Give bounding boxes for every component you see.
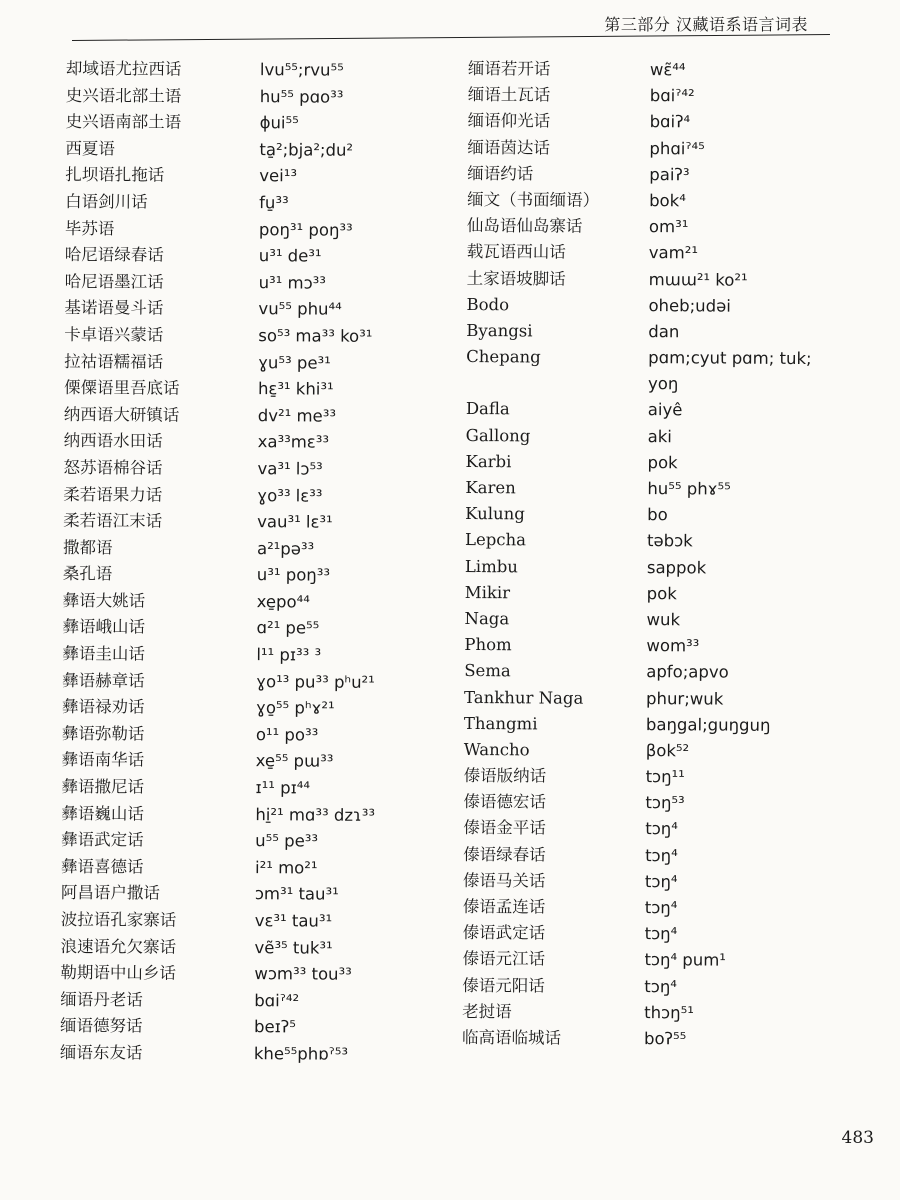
word-form: tɔŋ⁴ xyxy=(644,976,677,996)
word-form: təbɔk xyxy=(646,531,693,551)
left-column xyxy=(60,56,456,1069)
entry-row xyxy=(464,606,864,635)
entry-row xyxy=(464,632,864,661)
entry-row xyxy=(468,56,868,85)
entry-row xyxy=(63,535,453,564)
language-name: 傣语元江话 xyxy=(462,949,546,969)
language-name: 土家语坡脚话 xyxy=(466,268,566,289)
language-name: 缅语东友话 xyxy=(59,1042,143,1063)
word-form: hu⁵⁵ pɑo³³ xyxy=(259,86,344,107)
entry-row xyxy=(64,375,454,404)
language-name: 彝语巍山话 xyxy=(61,803,144,824)
language-name: 柔若语果力话 xyxy=(63,484,163,505)
language-name: 柔若语江末话 xyxy=(63,511,163,531)
word-form: mɯɯ²¹ ko²¹ xyxy=(648,269,748,290)
word-form: om³¹ xyxy=(648,217,689,237)
entry-row xyxy=(467,187,867,216)
entry-row xyxy=(63,561,453,590)
entry-row xyxy=(464,711,864,740)
entry-row xyxy=(467,265,867,294)
language-name: 彝语弥勒话 xyxy=(61,723,145,744)
word-form: pok xyxy=(647,452,678,473)
entry-row xyxy=(462,946,862,975)
language-name: 傈僳语里吾底话 xyxy=(63,378,180,398)
entry-row xyxy=(464,684,864,713)
language-name: Chepang xyxy=(466,347,541,367)
word-form: apfo;apvo xyxy=(646,662,729,682)
language-name: Kulung xyxy=(465,504,525,524)
entry-row xyxy=(64,349,454,378)
word-form: ɣo³³ lɛ³³ xyxy=(257,485,323,506)
word-form: hu⁵⁵ phɤ⁵⁵ xyxy=(647,479,731,499)
language-name: 仙岛语仙岛寨话 xyxy=(466,216,583,236)
word-form: aki xyxy=(647,426,673,446)
language-name: 纳西语大研镇话 xyxy=(63,404,180,425)
word-form: so⁵³ ma³³ ko³¹ xyxy=(258,326,373,346)
entry-row xyxy=(63,588,453,617)
word-form: u³¹ poŋ³³ xyxy=(256,565,331,585)
language-name: Dafla xyxy=(465,399,510,419)
language-name: 傣语金平话 xyxy=(463,818,546,838)
word-form: bɑiʔ⁴ xyxy=(649,112,691,132)
language-name: 哈尼语绿春话 xyxy=(64,245,164,265)
entry-row xyxy=(464,737,864,766)
word-form: yoŋ xyxy=(647,374,679,394)
entry-row xyxy=(62,641,452,670)
word-form: vu⁵⁵ phu⁴⁴ xyxy=(258,299,342,320)
language-name: Limbu xyxy=(464,556,519,576)
language-name: Lepcha xyxy=(464,530,527,550)
entry-row xyxy=(466,318,866,347)
entry-row xyxy=(65,189,455,218)
word-form: βok⁵² xyxy=(645,740,690,761)
word-form: ɣu⁵³ pe³¹ xyxy=(258,352,331,373)
language-name: 老挝语 xyxy=(462,1001,512,1022)
entry-row xyxy=(463,920,863,949)
entry-row xyxy=(62,747,452,776)
entry-row xyxy=(65,162,455,191)
entry-row xyxy=(464,658,864,687)
language-name: 缅语若开话 xyxy=(467,58,551,79)
entry-row xyxy=(465,554,865,583)
word-form: ɸui⁵⁵ xyxy=(259,113,299,133)
language-name: 缅语土瓦话 xyxy=(467,85,551,105)
entry-row xyxy=(61,801,451,830)
language-name: 勒期语中山乡话 xyxy=(60,963,176,983)
language-name: 傣语版纳话 xyxy=(463,766,547,786)
word-form: dv²¹ me³³ xyxy=(257,405,337,426)
language-name: 傣语武定话 xyxy=(462,923,546,943)
language-name: 阿昌语户撒话 xyxy=(60,883,160,903)
language-name: 缅语约话 xyxy=(467,163,534,184)
language-name: 波拉语孔家寨话 xyxy=(60,909,177,930)
word-form: aiyê xyxy=(647,400,683,420)
entry-row xyxy=(64,322,454,351)
header-rule xyxy=(72,34,830,41)
word-form: wɛ̃⁴⁴ xyxy=(649,60,686,80)
language-name: 缅语茵达话 xyxy=(467,137,551,158)
entry-row xyxy=(468,82,868,111)
word-form: tɔŋ⁴ pum¹ xyxy=(644,950,727,970)
word-form: u³¹ mɔ³³ xyxy=(258,272,326,293)
word-form: u³¹ de³¹ xyxy=(258,246,322,266)
word-form: pɑm;cyut pɑm; tuk; xyxy=(648,348,812,369)
entry-row xyxy=(465,475,865,504)
word-form: phur;wuk xyxy=(646,688,724,709)
entry-row xyxy=(61,907,451,936)
word-form: wom³³ xyxy=(646,636,700,656)
language-name: 彝语武定话 xyxy=(61,830,144,850)
entry-row xyxy=(60,987,450,1016)
language-name: 浪速语允欠寨话 xyxy=(60,936,177,957)
language-name: Karbi xyxy=(465,451,512,472)
word-form: hɛ̱³¹ khi³¹ xyxy=(257,379,334,399)
language-name: 临高语临城话 xyxy=(461,1027,562,1048)
language-name: 彝语禄劝话 xyxy=(61,697,145,717)
entry-row xyxy=(466,370,866,399)
language-name: 史兴语北部土语 xyxy=(65,85,182,106)
entry-row xyxy=(61,854,451,883)
entry-row xyxy=(465,580,865,609)
entry-row xyxy=(60,1013,450,1042)
language-name: Tankhur Naga xyxy=(464,687,584,708)
word-form: xe̱⁵⁵ pɯ³³ xyxy=(255,751,334,772)
word-form: a²¹pə³³ xyxy=(256,538,315,559)
word-form: u⁵⁵ pe³³ xyxy=(255,831,319,851)
entry-row xyxy=(62,668,452,697)
word-form: l¹¹ pɪ³³ ³ xyxy=(256,645,322,665)
word-form: xe̱po⁴⁴ xyxy=(256,592,310,612)
entry-row xyxy=(467,135,867,164)
entry-row xyxy=(64,402,454,431)
entry-row xyxy=(467,239,867,268)
entry-row xyxy=(62,614,452,643)
language-name: 缅文（书面缅语） xyxy=(467,189,600,210)
right-column xyxy=(462,56,868,1054)
word-form: hi̱²¹ mɑ³³ dzɿ³³ xyxy=(255,804,376,825)
entry-row xyxy=(463,842,863,871)
language-name: Thangmi xyxy=(463,713,538,734)
language-name: Mikir xyxy=(464,582,511,603)
language-name: 缅语仰光话 xyxy=(467,111,551,131)
word-form: pok xyxy=(646,583,677,604)
entry-row xyxy=(462,999,862,1028)
word-form: beɪʔ⁵ xyxy=(254,1017,296,1037)
word-form: dan xyxy=(648,321,680,342)
entry-row xyxy=(60,960,450,989)
word-form: tɔŋ⁴ xyxy=(644,871,678,892)
language-name: Byangsi xyxy=(466,320,533,341)
language-name: 缅语丹老话 xyxy=(60,989,143,1010)
entry-row xyxy=(465,527,865,556)
word-form: vẽ³⁵ tuk³¹ xyxy=(254,937,333,958)
word-form: ɪ¹¹ pɪ⁴⁴ xyxy=(255,778,311,798)
word-form: i²¹ mo²¹ xyxy=(254,857,318,878)
word-form: tɔŋ⁴ xyxy=(645,845,678,865)
word-form: oheb;udəi xyxy=(648,295,731,316)
word-form: tɔŋ⁴ xyxy=(644,924,678,944)
entry-row xyxy=(62,694,452,723)
word-form: vɛ³¹ tau³¹ xyxy=(254,911,333,931)
word-form: o¹¹ po³³ xyxy=(255,725,319,745)
word-form: bok⁴ xyxy=(649,191,686,211)
language-name: 彝语南华话 xyxy=(61,750,145,770)
word-form: tɔŋ⁴ xyxy=(644,898,678,918)
entry-row xyxy=(63,455,453,484)
word-form: sappok xyxy=(646,557,707,578)
header-title: 第三部分 汉藏语系语言词表 xyxy=(604,15,808,34)
language-name: 西夏语 xyxy=(65,138,115,159)
entry-row xyxy=(463,894,863,923)
entry-row xyxy=(466,344,866,373)
language-name: 傣语元阳话 xyxy=(462,975,545,996)
entry-row xyxy=(466,423,866,452)
word-form: poŋ³¹ poŋ³³ xyxy=(258,219,353,240)
word-form: vau³¹ lɛ³¹ xyxy=(257,512,333,532)
entry-row xyxy=(65,136,455,165)
language-name: 基诺语曼斗话 xyxy=(64,298,164,318)
entry-row xyxy=(63,481,453,510)
language-name: 傣语绿春话 xyxy=(463,844,546,865)
language-name: 彝语峨山话 xyxy=(62,617,146,637)
entry-row xyxy=(466,292,866,321)
word-form: baŋgal;guŋguŋ xyxy=(645,714,771,735)
word-form: tɔŋ⁵³ xyxy=(645,793,685,813)
word-form: paiʔ³ xyxy=(649,164,690,185)
language-name: Karen xyxy=(465,477,516,498)
entry-row xyxy=(66,83,456,112)
language-name: 桑孔语 xyxy=(62,564,113,584)
language-name: Sema xyxy=(464,661,511,681)
entry-row xyxy=(463,868,863,897)
word-form: va³¹ lɔ⁵³ xyxy=(257,459,323,479)
word-form: wɔm³³ tou³³ xyxy=(254,964,352,984)
entry-row xyxy=(66,56,456,85)
entry-row xyxy=(464,763,864,792)
language-name: 傣语孟连话 xyxy=(462,896,546,917)
language-name: 史兴语南部土语 xyxy=(65,112,182,132)
word-form: ɑ²¹ pe⁵⁵ xyxy=(256,618,320,639)
entry-row xyxy=(65,216,455,245)
entry-row xyxy=(62,721,452,750)
language-name: 傣语马关话 xyxy=(462,870,546,891)
language-name: 彝语大姚话 xyxy=(62,590,146,611)
language-name: 毕苏语 xyxy=(64,218,115,238)
language-name: 彝语赫章话 xyxy=(62,670,145,691)
page-number: 483 xyxy=(841,1128,874,1148)
word-form: khe⁵⁵phɒˀ⁵³ xyxy=(253,1044,349,1064)
word-form: tɔŋ¹¹ xyxy=(645,767,685,787)
entry-row xyxy=(468,108,868,137)
entry-row xyxy=(463,789,863,818)
entry-row xyxy=(63,508,453,537)
language-name: 傣语德宏话 xyxy=(463,792,547,812)
word-form: boʔ⁵⁵ xyxy=(643,1029,687,1049)
word-form: xa³³mɛ³³ xyxy=(257,432,330,452)
entry-row xyxy=(61,827,451,856)
word-form: bɑiˀ⁴² xyxy=(254,990,300,1011)
language-name: 哈尼语墨江话 xyxy=(64,271,164,292)
entry-row xyxy=(462,973,862,1002)
word-form: tɔŋ⁴ xyxy=(645,819,678,839)
word-form: lvu⁵⁵;rvu⁵⁵ xyxy=(259,60,344,80)
word-form: vei¹³ xyxy=(259,166,298,186)
language-name: Wancho xyxy=(463,739,530,760)
language-name: 怒苏语棉谷话 xyxy=(63,457,163,478)
entry-row xyxy=(465,449,865,478)
word-form: fu̱³³ xyxy=(259,193,289,213)
language-name: 扎坝语扎拖话 xyxy=(65,165,165,185)
entry-row xyxy=(462,1025,862,1054)
language-name: 纳西语水田话 xyxy=(63,431,163,451)
entry-row xyxy=(60,934,450,963)
entry-row xyxy=(467,213,867,242)
entry-row xyxy=(467,161,867,190)
entry-row xyxy=(463,815,863,844)
language-name: 彝语喜德话 xyxy=(60,856,144,877)
word-form: phɑiˀ⁴⁵ xyxy=(649,138,705,159)
word-form: ɔm³¹ tau³¹ xyxy=(254,884,339,905)
language-name: 白语剑川话 xyxy=(65,191,148,212)
language-name: 拉祜语糯福话 xyxy=(64,351,164,372)
language-name: 载瓦语西山话 xyxy=(466,242,566,262)
page-header xyxy=(0,8,900,48)
word-form: vam²¹ xyxy=(648,243,699,263)
word-form: ɣo¹³ pu³³ pʰu²¹ xyxy=(256,671,375,692)
language-name: 缅语德努话 xyxy=(60,1016,143,1036)
entry-row xyxy=(66,109,456,138)
entry-row xyxy=(65,242,455,271)
entry-row xyxy=(64,295,454,324)
word-form: bɑiˀ⁴² xyxy=(649,86,695,106)
language-name: 撒都语 xyxy=(62,537,113,557)
entry-row xyxy=(60,1040,450,1069)
entry-row xyxy=(65,269,455,298)
entry-row xyxy=(465,501,865,530)
entry-row xyxy=(466,396,866,425)
entry-row xyxy=(61,774,451,803)
language-name: 彝语圭山话 xyxy=(62,644,145,664)
language-name: 却域语尤拉西话 xyxy=(65,58,182,79)
entry-row xyxy=(64,428,454,457)
language-name: 卡卓语兴蒙话 xyxy=(64,324,164,345)
word-form: thɔŋ⁵¹ xyxy=(644,1002,694,1023)
language-name: Phom xyxy=(464,635,512,655)
language-name: Bodo xyxy=(466,294,510,314)
word-form: ta̱²;bja²;du² xyxy=(259,139,354,160)
entry-row xyxy=(61,880,451,909)
word-form: wuk xyxy=(646,610,681,630)
word-form: bo xyxy=(647,505,668,525)
language-name: Gallong xyxy=(465,425,531,446)
language-name: 彝语撒尼话 xyxy=(61,777,145,797)
language-name: Naga xyxy=(464,608,510,629)
word-form: ɣo̱⁵⁵ pʰɤ²¹ xyxy=(255,698,335,718)
